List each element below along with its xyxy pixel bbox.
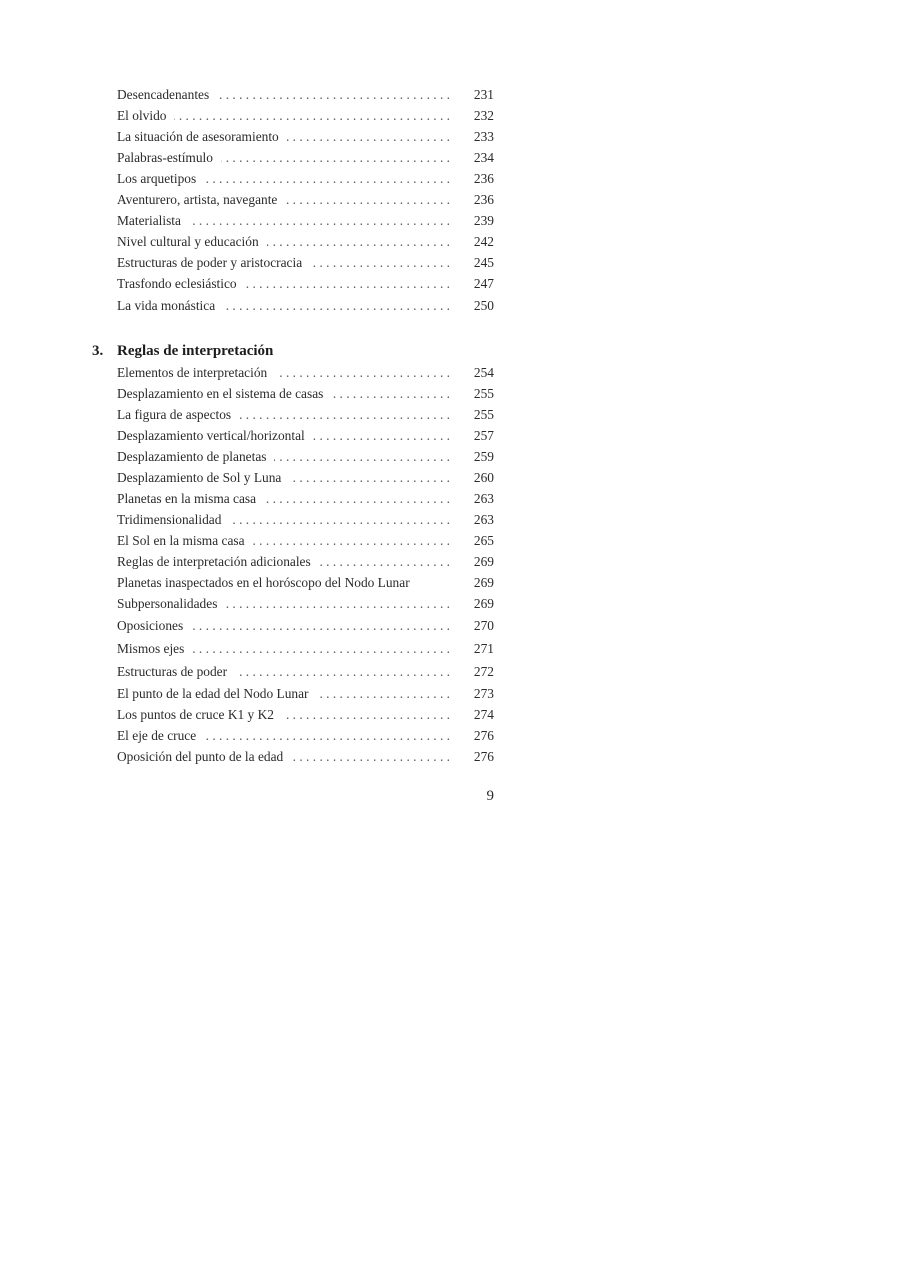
toc-entry-page: 234 (473, 150, 494, 165)
dot-leader (223, 295, 450, 316)
toc-entry-page: 239 (473, 213, 494, 228)
toc-entry-title: Nivel cultural y educación (117, 234, 259, 249)
toc-entry-page: 245 (473, 255, 494, 270)
toc-entry-title: La figura de aspectos (117, 407, 232, 422)
toc-entry-page: 265 (473, 533, 494, 548)
toc-entry-page: 257 (473, 428, 494, 443)
toc-entry-page: 271 (473, 641, 494, 656)
toc-entry (117, 425, 494, 446)
dot-leader (204, 725, 450, 746)
toc-entry (117, 638, 494, 659)
toc-entry-title: Los arquetipos (117, 171, 197, 186)
toc-entry (117, 746, 494, 767)
toc-entry (117, 509, 494, 530)
toc-entry (117, 615, 494, 636)
toc-entry-title: Estructuras de poder (117, 664, 228, 679)
toc-entry-title: El olvido (117, 108, 167, 123)
dot-leader (225, 593, 450, 614)
toc-entry-page: 247 (473, 276, 494, 291)
toc-entry-page: 255 (473, 386, 494, 401)
toc-entry-page: 255 (473, 407, 494, 422)
toc-entry-title: La situación de asesoramiento (117, 129, 279, 144)
toc-entry (117, 593, 494, 614)
toc-entry-page: 236 (473, 192, 494, 207)
dot-leader (291, 746, 450, 767)
dot-leader (191, 615, 450, 636)
toc-entry (117, 147, 494, 168)
dot-leader (192, 638, 450, 659)
toc-entry-page: 236 (473, 171, 494, 186)
toc-entry (117, 105, 494, 126)
toc-entry (117, 488, 494, 509)
toc-entry-page: 274 (473, 707, 494, 722)
dot-leader (317, 683, 450, 704)
toc-entry (117, 446, 494, 467)
toc-entry-page: 263 (473, 491, 494, 506)
toc-entry-title: Mismos ejes (117, 641, 185, 656)
toc-entry-title: Tridimensionalidad (117, 512, 222, 527)
toc-entry (117, 231, 494, 252)
toc-entry (117, 210, 494, 231)
toc-entry (117, 704, 494, 725)
dot-leader (331, 383, 450, 404)
toc-entry-title: Reglas de interpretación adicionales (117, 554, 311, 569)
toc-entry (117, 383, 494, 404)
dot-leader (319, 551, 450, 572)
dot-leader (310, 252, 450, 273)
toc-entry (117, 683, 494, 704)
toc-entry (117, 572, 494, 593)
dot-leader (245, 273, 450, 294)
toc-entry-page: 254 (473, 365, 494, 380)
toc-entry-title: Trasfondo eclesiástico (117, 276, 237, 291)
toc-entry-title: Materialista (117, 213, 181, 228)
page-number: 9 (486, 788, 494, 804)
toc-entry-title: Desplazamiento de Sol y Luna (117, 470, 282, 485)
toc-entry-page: 250 (473, 298, 494, 313)
toc-entry-title: Desencadenantes (117, 87, 210, 102)
toc-entry-page: 260 (473, 470, 494, 485)
toc-entry-page: 270 (473, 618, 494, 633)
toc-entry-page: 259 (473, 449, 494, 464)
dot-leader (313, 425, 450, 446)
toc-entry-title: La vida monástica (117, 298, 216, 313)
dot-leader (174, 105, 450, 126)
toc-entry (117, 273, 494, 294)
dot-leader (239, 404, 450, 425)
dot-leader (235, 661, 450, 682)
toc-entry (117, 84, 494, 105)
toc-entry-title: Planetas en la misma casa (117, 491, 257, 506)
toc-entry (117, 551, 494, 572)
toc-entry-title: Planetas inaspectados en el horóscopo del Nodo Lunar (117, 575, 410, 590)
dot-leader (275, 362, 450, 383)
toc-entry-page: 273 (473, 686, 494, 701)
chapter-heading (92, 340, 273, 362)
toc-entry (117, 467, 494, 488)
toc-entry-page: 233 (473, 129, 494, 144)
toc-entry-page: 269 (473, 596, 494, 611)
chapter-number: 3. (92, 343, 104, 359)
toc-entry (117, 725, 494, 746)
dot-leader (189, 210, 450, 231)
toc-entry (117, 661, 494, 682)
toc-entry-title: Elementos de interpretación (117, 365, 268, 380)
dot-leader (274, 446, 450, 467)
toc-entry-page: 242 (473, 234, 494, 249)
toc-entry-title: Subpersonalidades (117, 596, 218, 611)
dot-leader (289, 467, 450, 488)
chapter-title: Reglas de interpretación (117, 343, 274, 359)
toc-entry-title: Estructuras de poder y aristocracia (117, 255, 303, 270)
toc-entry (117, 362, 494, 383)
dot-leader (287, 126, 450, 147)
toc-entry-page: 269 (473, 575, 494, 590)
dot-leader (229, 509, 450, 530)
dot-leader (217, 84, 450, 105)
dot-leader (282, 704, 450, 725)
toc-entry-page: 272 (473, 664, 494, 679)
toc-entry-title: El Sol en la misma casa (117, 533, 245, 548)
toc-entry (117, 189, 494, 210)
dot-leader (267, 231, 450, 252)
toc-entry (117, 252, 494, 273)
toc-entry-title: Desplazamiento vertical/horizontal (117, 428, 305, 443)
toc-entry (117, 168, 494, 189)
toc-entry (117, 530, 494, 551)
toc-entry-page: 276 (473, 728, 494, 743)
toc-entry (117, 295, 494, 316)
toc-entry-page: 269 (473, 554, 494, 569)
dot-leader (264, 488, 450, 509)
toc-entry-page: 232 (473, 108, 494, 123)
dot-leader (253, 530, 450, 551)
toc-entry-page: 276 (473, 749, 494, 764)
toc-entry-title: Desplazamiento en el sistema de casas (117, 386, 324, 401)
toc-entry-title: Palabras-estímulo (117, 150, 213, 165)
toc-entry-title: El eje de cruce (117, 728, 197, 743)
toc-entry-page: 263 (473, 512, 494, 527)
toc-entry-title: Oposición del punto de la edad (117, 749, 284, 764)
dot-leader (204, 168, 450, 189)
toc-entry-page: 231 (473, 87, 494, 102)
toc-entry-title: Los puntos de cruce K1 y K2 (117, 707, 274, 722)
dot-leader (285, 189, 450, 210)
dot-leader (221, 147, 450, 168)
toc-entry (117, 404, 494, 425)
toc-entry-title: Desplazamiento de planetas (117, 449, 267, 464)
toc-entry-title: El punto de la edad del Nodo Lunar (117, 686, 309, 701)
toc-entry-title: Aventurero, artista, navegante (117, 192, 278, 207)
toc-entry-title: Oposiciones (117, 618, 184, 633)
toc-entry (117, 126, 494, 147)
